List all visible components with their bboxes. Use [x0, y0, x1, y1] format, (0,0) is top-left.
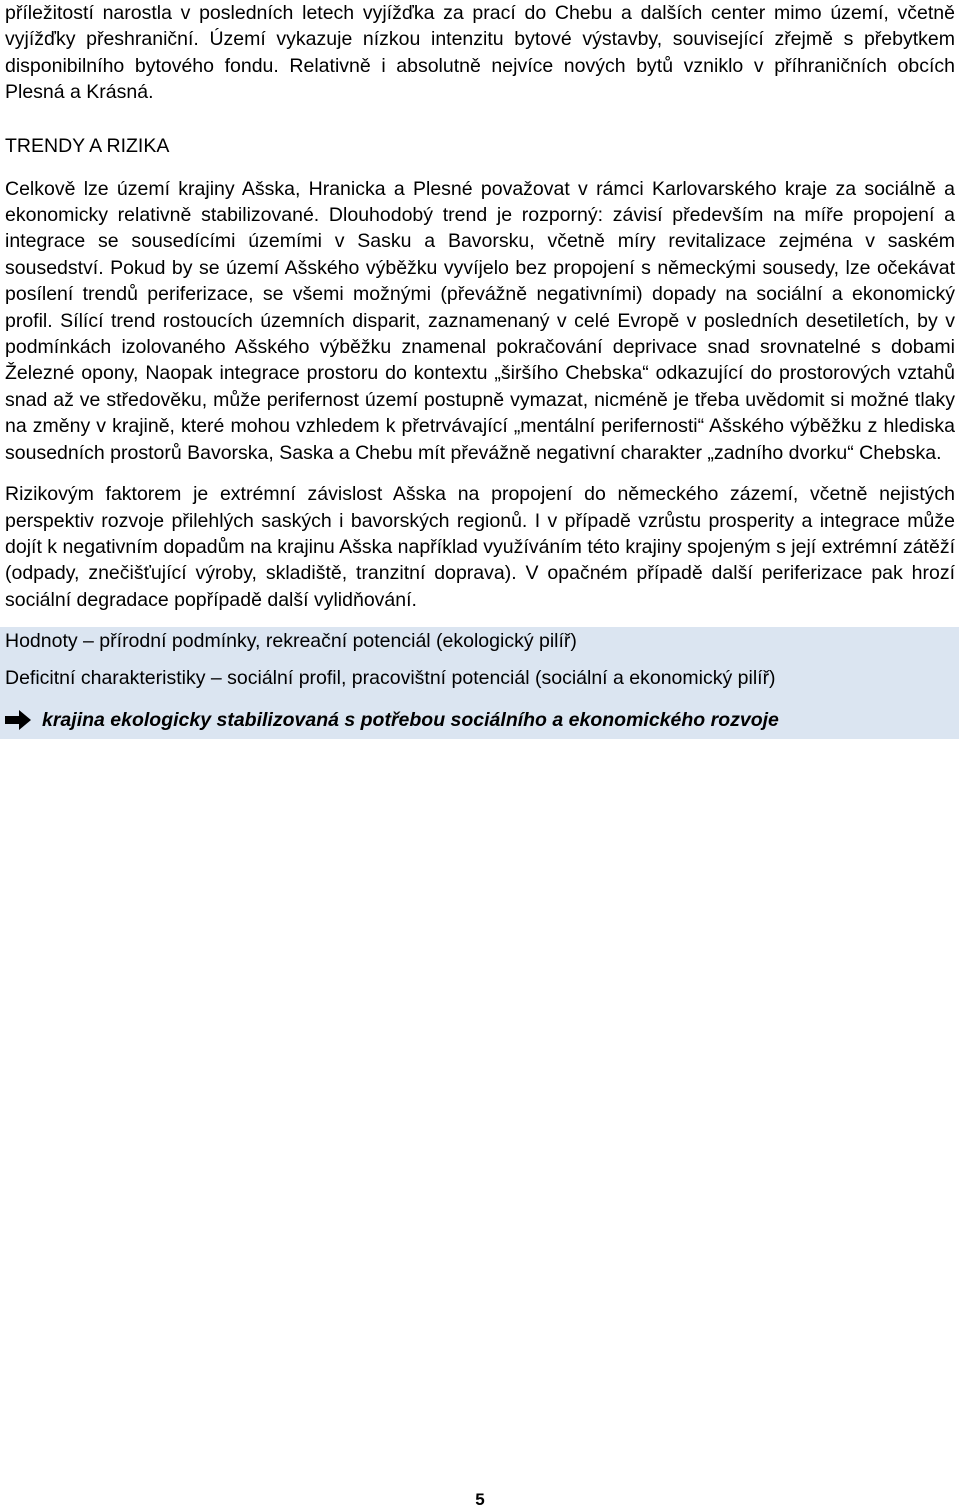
summary-conclusion-line [0, 697, 959, 739]
page-number: 5 [475, 1490, 485, 1509]
document-page [5, 0, 955, 739]
paragraph-trends: Celkově lze území krajiny Ašska, Hranicka a Plesné považovat v rámci Karlovarského kraje za sociálně a ekonomicky relativně stabilizované. Dlouhodobý trend je rozporný: závisí především na míře propojení a integrace se sousedícími územími v Sasku a Bavorsku, včetně míry revitalizace zejména v saském sousedství. Pokud by se území Ašského výběžku vyvíjelo bez propojení s německými sousedy, lze očekávat posílení trendů periferizace, se všemi možnými (převážně negativními) dopady na sociální a ekonomický profil. Sílící trend rostoucích územních disparit, zaznamenaný v celé Evropě v posledních desetiletích, by v podmínkách izolovaného Ašského výběžku znamenal pokračování deprivace snad srovnatelné s dobami Železné opony, Naopak integrace prostoru do kontextu „širšího Chebska“ odkazující do prostorových vztahů snad až ve středověku, může perifernost území postupně vymazat, nicméně je třeba uvědomit si možné tlaky na změny v krajině, které mohou vzhledem k přetrvávající „mentální perifernosti“ Ašského výběžku z hlediska sousedních prostorů Bavorska, Saska a Chebu mít převážně negativní charakter „zadního dvorku“ Chebska. [5, 177, 955, 464]
paragraph-risks: Rizikovým faktorem je extrémní závislost Ašska na propojení do německého zázemí, včetně nejistých perspektiv rozvoje přilehlých saských i bavorských regionů. I v případě vzrůstu prosperity a integrace může dojít k negativním dopadům na krajinu Ašska například využíváním této krajiny spojeným s její extrémní zátěží (odpady, znečišťující výroby, skladiště, tranzitní doprava). V opačném případě další periferizace pak hrozí sociální degradace popřípadě další vylidňování. [5, 483, 955, 611]
paragraph-intro: příležitostí narostla v posledních letech vyjížďka za prací do Chebu a dalších center mimo území, včetně vyjížďky přeshraniční. Území vykazuje nízkou intenzitu bytové výstavby, související zřejmě s přebytkem disponibilního bytového fondu. Relativně i absolutně nejvíce nových bytů vzniklo v příhraničních obcích Plesná a Krásná. [5, 2, 955, 104]
summary-values-line [0, 627, 959, 655]
summary-deficits-line [0, 655, 959, 697]
right-arrow-icon [5, 710, 31, 730]
section-heading: TRENDY A RIZIKA [5, 134, 170, 157]
summary-box [0, 627, 959, 739]
summary-deficits-text: Deficitní charakteristiky – sociální profil, pracovištní potenciál (sociální a ekonomický pilíř) [5, 667, 776, 690]
summary-values-text: Hodnoty – přírodní podmínky, rekreační potenciál (ekologický pilíř) [5, 630, 577, 653]
summary-conclusion-text: krajina ekologicky stabilizovaná s potřebou sociálního a ekonomického rozvoje [42, 709, 779, 732]
